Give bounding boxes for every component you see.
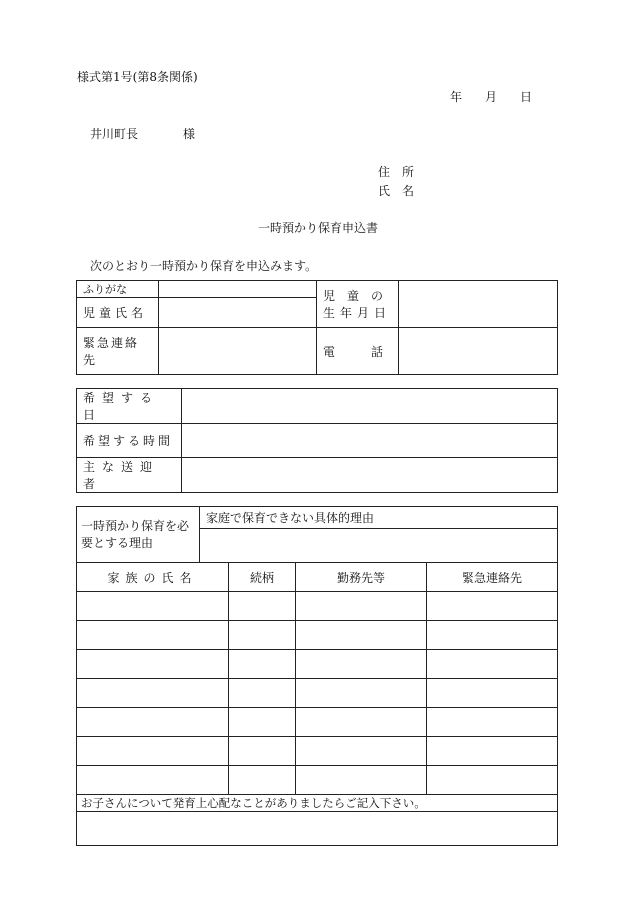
family-name-input[interactable] [77,708,229,737]
honorific: 様 [183,127,196,141]
child-name-label: 児童氏名 [83,306,148,320]
emergency-label-cell [77,328,159,375]
family-name-input[interactable] [77,650,229,679]
furigana-input[interactable] [159,281,317,298]
desired-date-label: 希望する日 [83,391,160,422]
child-name-input[interactable] [159,298,317,328]
phone-label-cell [317,328,399,375]
reason-header-cell [200,507,558,529]
development-note-cell [77,795,558,812]
child-name-label-cell [77,298,159,328]
relation-input[interactable] [229,708,296,737]
reason-family-table [76,506,558,846]
relation-header: 続柄 [249,570,274,585]
page-title: 一時預かり保育申込書 [258,221,379,235]
development-note: お子さんについて発育上心配なことがありましたらご記入下さい。 [81,796,426,810]
request-table [76,388,558,493]
reason-input[interactable] [200,529,558,563]
development-note-input[interactable] [77,812,558,846]
workplace-input[interactable] [296,708,427,737]
furigana-label: ふりがな [83,283,127,296]
table-row [77,621,558,650]
relation-input[interactable] [229,766,296,795]
family-emergency-input[interactable] [427,592,558,621]
table-row [77,708,558,737]
relation-header-cell [229,563,296,592]
workplace-input[interactable] [296,621,427,650]
applicant-name-label: 氏 名 [378,184,415,198]
table-row [77,650,558,679]
family-emergency-input[interactable] [427,708,558,737]
family-emergency-header: 緊急連絡先 [462,570,523,585]
phone-input[interactable] [399,328,558,375]
emergency-label: 緊急連絡先 [83,336,140,367]
family-name-input[interactable] [77,766,229,795]
table-row [77,766,558,795]
child-birth-input[interactable] [399,281,558,328]
escort-label: 主な送迎者 [83,460,160,491]
workplace-header-cell [296,563,427,592]
desired-time-label: 希望する時間 [83,434,174,448]
phone-label: 電 話 [323,344,384,359]
family-name-input[interactable] [77,621,229,650]
family-name-input[interactable] [77,592,229,621]
family-emergency-input[interactable] [427,737,558,766]
child-birth-label-1: 児 童 の [323,289,384,303]
workplace-input[interactable] [296,679,427,708]
workplace-input[interactable] [296,766,427,795]
desired-date-label-cell [77,389,182,424]
desired-date-input[interactable] [182,389,558,424]
family-emergency-input[interactable] [427,621,558,650]
workplace-input[interactable] [296,650,427,679]
relation-input[interactable] [229,737,296,766]
family-emergency-input[interactable] [427,766,558,795]
workplace-input[interactable] [296,737,427,766]
table-row [77,592,558,621]
desired-time-label-cell [77,424,182,458]
desired-time-input[interactable] [182,424,558,458]
escort-label-cell [77,458,182,493]
date-year-label: 年 [450,90,463,104]
reason-header: 家庭で保育できない具体的理由 [206,511,375,525]
form-number: 様式第1号(第8条関係) [77,70,198,84]
reason-label: 一時預かり保育を必要とする理由 [81,518,190,550]
furigana-label-cell [77,281,159,298]
family-name-input[interactable] [77,737,229,766]
family-name-header-cell [77,563,229,592]
table-row [77,679,558,708]
child-birth-label-2: 生年月日 [323,306,392,320]
relation-input[interactable] [229,592,296,621]
emergency-input[interactable] [159,328,317,375]
family-emergency-input[interactable] [427,679,558,708]
escort-input[interactable] [182,458,558,493]
family-emergency-header-cell [427,563,558,592]
addressee: 井川町長 [90,127,139,141]
child-birth-label-cell [317,281,399,328]
family-emergency-input[interactable] [427,650,558,679]
workplace-input[interactable] [296,592,427,621]
child-info-table [76,280,558,375]
intro-text: 次のとおり一時預かり保育を申込みます。 [90,259,318,273]
relation-input[interactable] [229,650,296,679]
reason-label-cell [77,507,200,563]
applicant-address-label: 住 所 [378,165,415,179]
relation-input[interactable] [229,679,296,708]
date-day-label: 日 [520,90,533,104]
relation-input[interactable] [229,621,296,650]
workplace-header: 勤務先等 [336,570,385,585]
date-month-label: 月 [485,90,498,104]
family-name-input[interactable] [77,679,229,708]
family-name-header: 家族の氏名 [107,570,198,585]
table-row [77,737,558,766]
